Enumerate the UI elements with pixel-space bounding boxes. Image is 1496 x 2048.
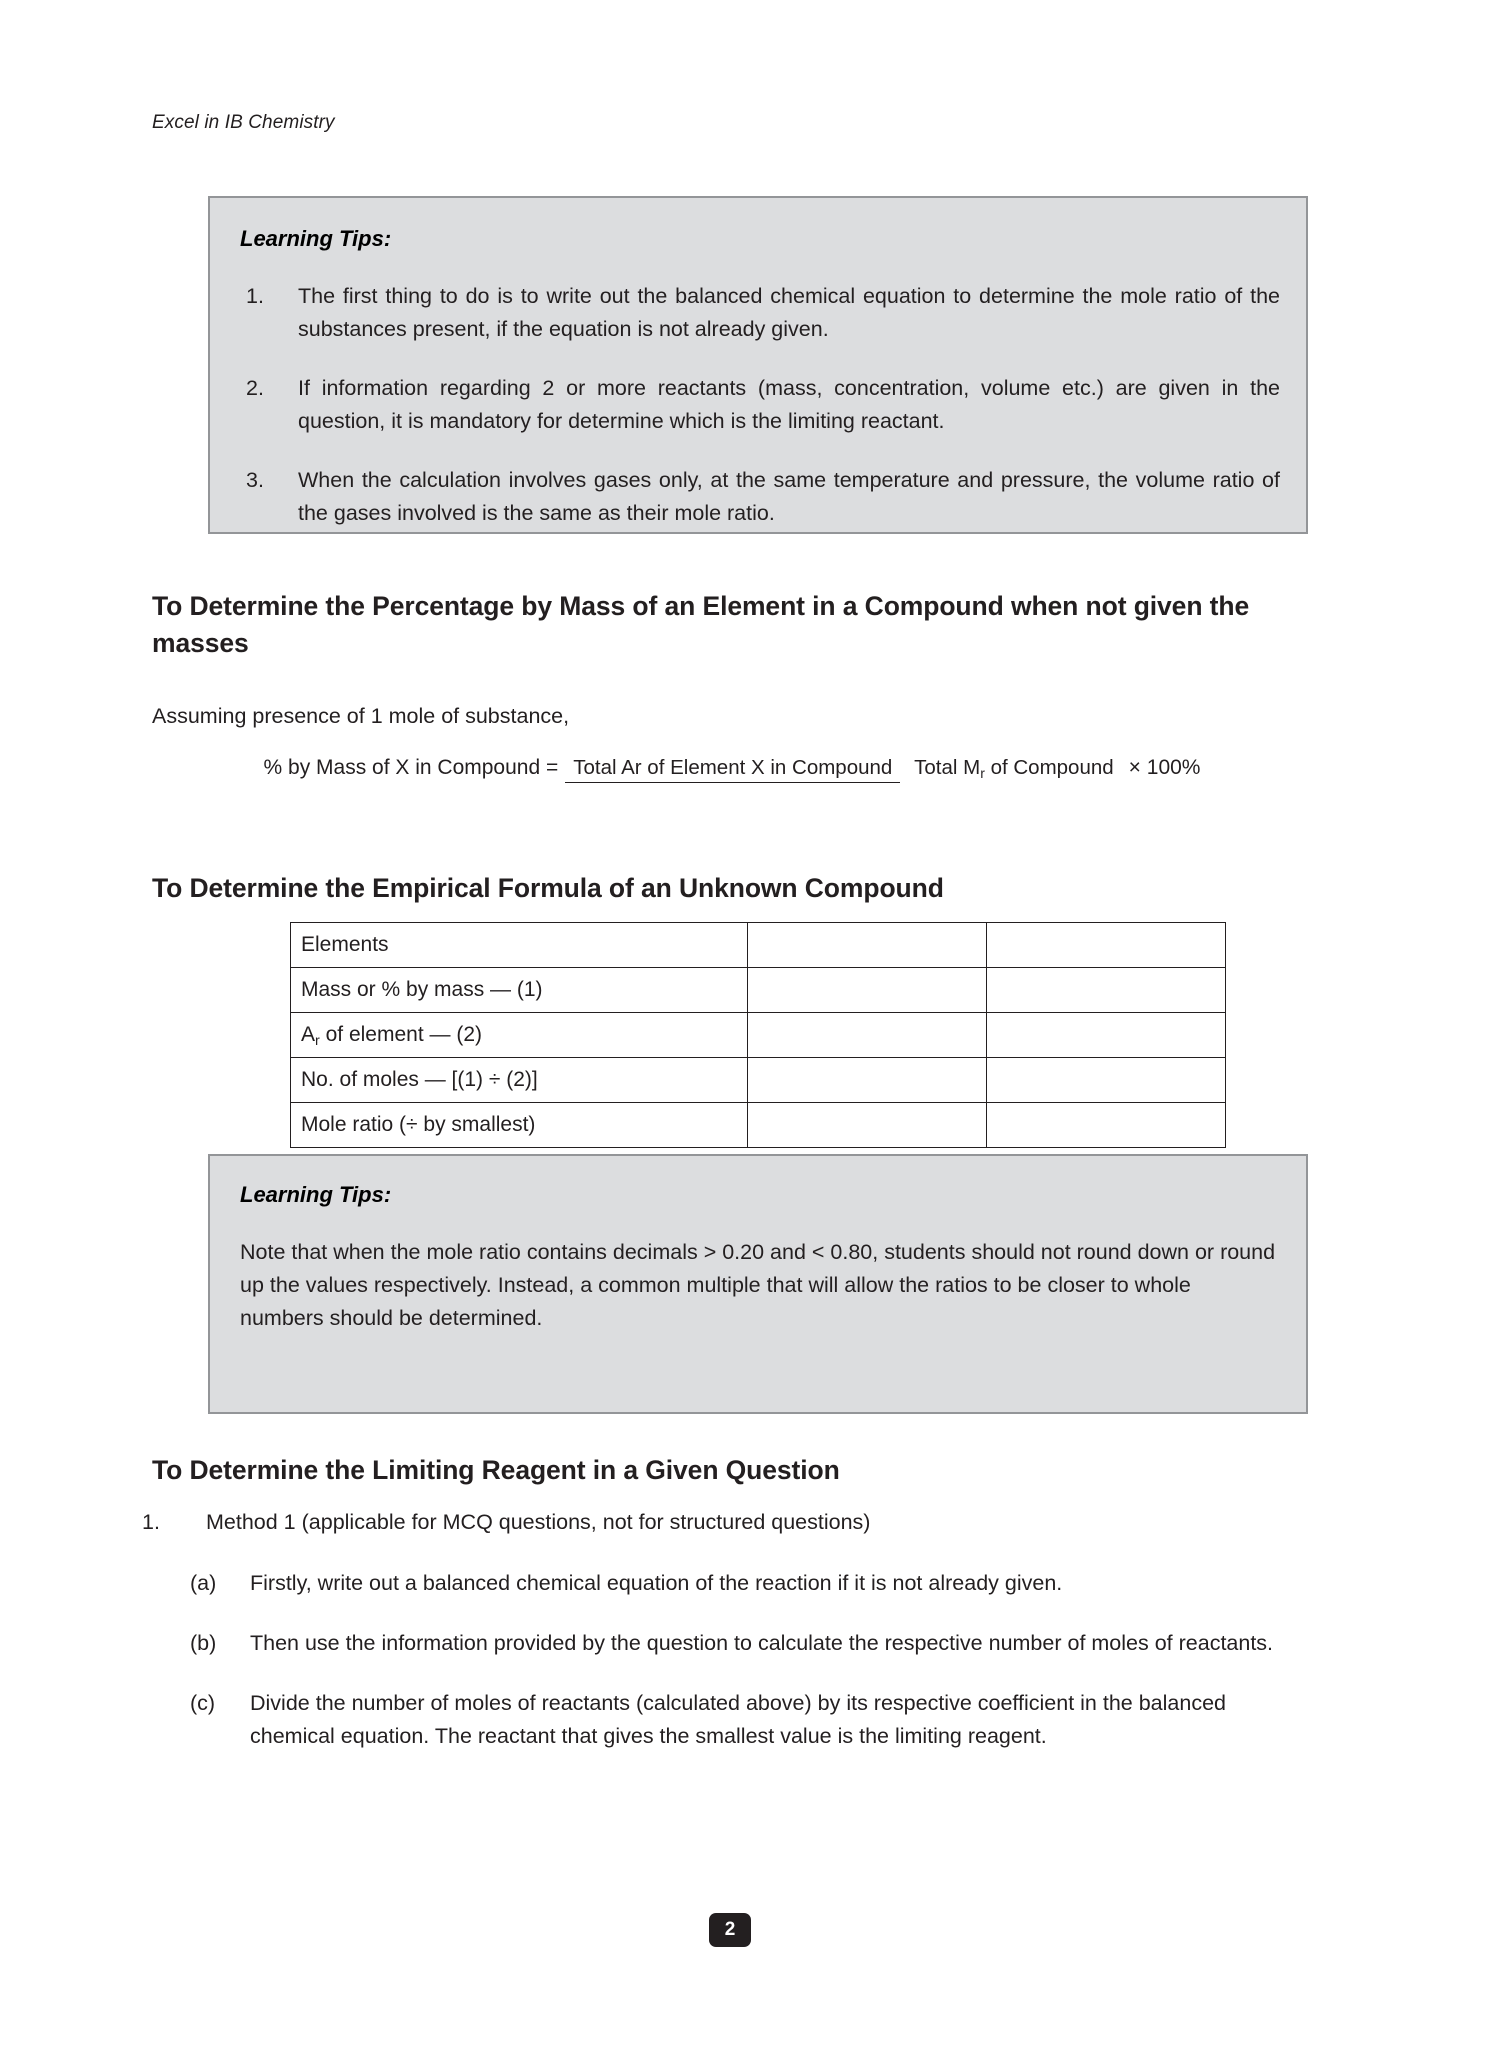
list-item xyxy=(190,1687,1312,1753)
list-item xyxy=(240,372,1280,438)
table-row xyxy=(291,1058,1226,1103)
denominator-suffix: of Compound xyxy=(984,756,1114,779)
table-row xyxy=(291,1103,1226,1148)
list-item-number: 3. xyxy=(246,468,264,492)
list-item xyxy=(142,1506,1312,1539)
denominator-subscript: r xyxy=(980,764,985,781)
list-item-marker: (b) xyxy=(190,1631,217,1655)
table-cell-blank[interactable] xyxy=(987,1013,1226,1058)
list-item-text: Divide the number of moles of reactants (calculated above) by its respective coefficient in the balanced chemical equation. The reactant that gives the smallest value is the limiting reagent. xyxy=(250,1691,1226,1748)
cell-label-prefix: Mass or % by mass — (1) xyxy=(301,978,543,1001)
empirical-formula-table xyxy=(290,922,1226,1148)
formula-denominator xyxy=(906,753,1122,779)
list-item xyxy=(240,464,1280,530)
table-cell-blank[interactable] xyxy=(987,923,1226,968)
table-cell-blank[interactable] xyxy=(987,1058,1226,1103)
formula-numerator: Total Ar of Element X in Compound xyxy=(565,756,900,783)
page-heading-percentage-by-mass: To Determine the Percentage by Mass of an Element in a Compound when not given the masses xyxy=(152,591,1250,658)
list-item-number: 2. xyxy=(246,376,264,400)
list-item-text: Firstly, write out a balanced chemical equation of the reaction if it is not already given. xyxy=(250,1571,1063,1595)
page-heading-limiting-reagent: To Determine the Limiting Reagent in a Given Question xyxy=(152,1455,840,1485)
learning-tips-box-1 xyxy=(208,196,1308,534)
cell-label-prefix: Elements xyxy=(301,933,389,956)
formula-left-side: % by Mass of X in Compound = xyxy=(263,756,559,779)
learning-tips-title: Learning Tips: xyxy=(240,1182,392,1207)
table-cell-blank[interactable] xyxy=(987,1103,1226,1148)
list-item xyxy=(190,1567,1312,1600)
limiting-reagent-list xyxy=(142,1506,1312,1753)
list-item-text: Method 1 (applicable for MCQ questions, not for structured questions) xyxy=(206,1510,871,1534)
list-item-text: If information regarding 2 or more reactants (mass, concentration, volume etc.) are given in the question, it is mandatory for determine which is the limiting reactant. xyxy=(298,376,1280,433)
table-cell-label xyxy=(291,968,748,1013)
table-cell-label xyxy=(291,1103,748,1148)
page-heading-empirical-formula: To Determine the Empirical Formula of an Unknown Compound xyxy=(152,873,944,903)
list-item-text: Then use the information provided by the question to calculate the respective number of moles of reactants. xyxy=(250,1631,1274,1655)
list-item-text: When the calculation involves gases only, at the same temperature and pressure, the volume ratio of the gases involved is the same as their mole ratio. xyxy=(298,468,1280,525)
learning-tips-list xyxy=(240,280,1280,530)
list-item xyxy=(240,280,1280,346)
learning-tips-box-2 xyxy=(208,1154,1308,1414)
table-cell-blank[interactable] xyxy=(748,968,987,1013)
table-row xyxy=(291,1013,1226,1058)
learning-tips-title: Learning Tips: xyxy=(240,226,392,251)
table-cell-blank[interactable] xyxy=(748,1058,987,1103)
table-cell-blank[interactable] xyxy=(748,923,987,968)
cell-label-prefix: Mole ratio (÷ by smallest) xyxy=(301,1113,536,1136)
learning-tips-paragraph: Note that when the mole ratio contains decimals > 0.20 and < 0.80, students should not round down or round up the values respectively. Instead, a common multiple that will allow the ratios to be closer to whole numbers should be determined. xyxy=(240,1240,1276,1330)
cell-label-suffix: of element — (2) xyxy=(319,1023,483,1046)
table-cell-label xyxy=(291,1013,748,1058)
table-cell-blank[interactable] xyxy=(987,968,1226,1013)
page-number-badge: 2 xyxy=(709,1913,751,1947)
table-row xyxy=(291,923,1226,968)
list-item-number: 1. xyxy=(246,284,264,308)
denominator-prefix: Total M xyxy=(914,756,981,779)
list-item-number: 1. xyxy=(142,1510,160,1534)
cell-label-prefix: No. of moles — [(1) ÷ (2)] xyxy=(301,1068,538,1091)
table-cell-blank[interactable] xyxy=(748,1013,987,1058)
cell-label-prefix: A xyxy=(301,1023,316,1046)
list-item-marker: (c) xyxy=(190,1691,216,1715)
table-cell-blank[interactable] xyxy=(748,1103,987,1148)
list-item-marker: (a) xyxy=(190,1571,217,1595)
cell-label-subscript: r xyxy=(315,1032,320,1049)
running-header: Excel in IB Chemistry xyxy=(152,112,335,133)
list-item-text: The first thing to do is to write out the balanced chemical equation to determine the mole ratio of the substances present, if the equation is not already given. xyxy=(298,284,1280,341)
table-cell-label xyxy=(291,1058,748,1103)
table-row xyxy=(291,968,1226,1013)
percentage-by-mass-formula xyxy=(152,756,1312,780)
assumption-text: Assuming presence of 1 mole of substance, xyxy=(152,704,570,728)
table-cell-label xyxy=(291,923,748,968)
formula-fraction xyxy=(565,756,1121,780)
lettered-sub-list xyxy=(142,1567,1312,1753)
list-item xyxy=(190,1627,1312,1660)
formula-right-side: × 100% xyxy=(1128,756,1201,779)
